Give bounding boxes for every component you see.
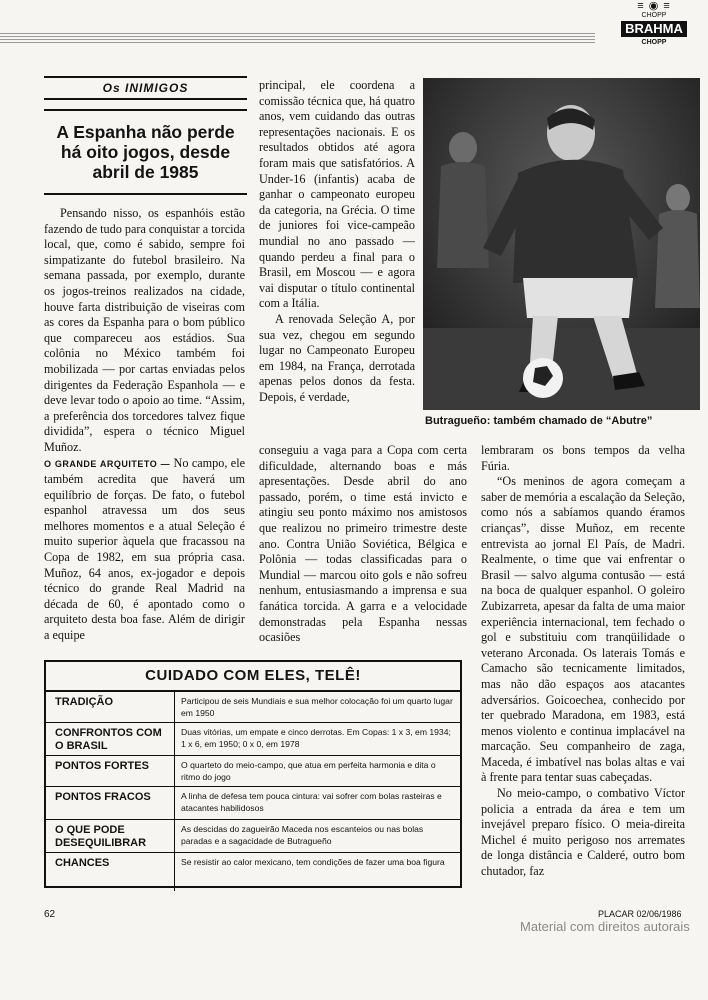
paragraph: A renovada Seleção A, por sua vez, chegou em segundo lugar no Campeonato Europeu em 1984, na França, derrotada apenas pelos donos da festa. Depois, é verdade, [259, 311, 415, 404]
row-label: CHANCES [55, 857, 110, 869]
paragraph: conseguiu a vaga para a Copa com certa dificuldade, alternando boas e más apresentações. Desde abril do ano passado, porém, o time está invicto e atingiu seu ponto máximo nos amistosos que realizou no primeiro trimestre deste ano. Contra União Soviética, Bélgica e Polônia — todas classificadas para o Mundial — marcou oito gols e não sofreu nenhum, entusiasmando a imprensa e sua fanática torcida. A garra e a velocidade demonstradas pela Espanha nessas ocasiões [259, 443, 467, 645]
table-row [46, 853, 460, 891]
brahma-logo [612, 0, 696, 48]
info-box [44, 660, 462, 888]
paragraph [44, 456, 245, 644]
logo-small-text: CHOPP [641, 12, 667, 19]
section-tag: Os INIMIGOS [44, 76, 247, 100]
page-number: 62 [44, 909, 56, 920]
paragraph: principal, ele coordena a comissão técnica que, há quatro anos, vem cuidando das outras representações nacionais. E os resultados obtidos até agora foram mais que satisfatórios. A Under-16 (infantis) acaba de ganhar o campeonato europeu da categoria, na Grécia. O time de juniores foi vice-campeão mundial no ano passado — quando perdeu a final para o Brasil, em Moscou — e agora vai disputar o título continental com a Itália. [259, 78, 415, 311]
column-2-upper [259, 78, 415, 405]
row-value: Duas vitórias, um empate e cinco derrotas. Em Copas: 1 x 3, em 1934; 1 x 6, em 1950; 0 x 0, em 1978 [174, 723, 460, 755]
info-box-title: CUIDADO COM ELES, TELÊ! [46, 662, 460, 692]
logo-mark-icon: ≡ ◉ ≡ [637, 0, 671, 12]
row-value: Participou de seis Mundiais e sua melhor colocação foi um quarto lugar em 1950 [174, 692, 460, 722]
column-2-lower [259, 443, 467, 646]
paragraph: lembraram os bons tempos da velha Fúria. [481, 443, 685, 473]
subhead-runin: O GRANDE ARQUITETO — [44, 458, 171, 469]
row-label: TRADIÇÃO [55, 696, 114, 708]
row-value: As descidas do zagueirão Maceda nos escanteios ou nas bolas paradas e a sagacidade de Butragueño [174, 820, 460, 852]
photo-caption: Butragueño: também chamado de “Abutre” [425, 415, 653, 427]
row-label: PONTOS FRACOS [55, 791, 151, 803]
row-value: A linha de defesa tem pouca cintura: vai sofrer com bolas rasteiras e atacantes habilidosos [174, 787, 460, 819]
logo-sub: CHOPP [641, 39, 667, 46]
logo-brand: BRAHMA [621, 21, 687, 37]
football-photo-image [423, 78, 700, 410]
row-value: Se resistir ao calor mexicano, tem condições de fazer uma boa figura [174, 853, 460, 891]
copyright-watermark: Material com direitos autorais [520, 919, 690, 934]
paragraph: “Os meninos de agora começam a saber de memória a escalação da Seleção, como nós a sabíamos quando éramos crianças”, disse Muñoz, em recente entrevista ao jornal El País, de Madri. Realmente, o time que vai enfrentar o Brasil — salvo alguma contusão — está na boca de qualquer espanhol. O goleiro Zubizarreta, apesar da falta de uma maior experiência internacional, tem fechado o gol e substituiu com tranqüilidade o veterano Arconada. Os laterais Tomás e Camacho são tecnicamente limitados, mas não dão espaços aos atacantes adversários. Goicoechea, conhecido por ter quebrado Maradona, em 1983, está menos violento e continua implacável na marcação. Seu companheiro de zaga, Maceda, é imbatível nas bolas altas e vai à frente para tentar suas cabeçadas. [481, 474, 685, 785]
row-label: CONFRONTOS COM O BRASIL [55, 727, 162, 752]
table-row [46, 820, 460, 853]
article-headline: A Espanha não perde há oito jogos, desde abril de 1985 [44, 109, 247, 195]
header-rule [0, 33, 595, 43]
paragraph-text: No campo, ele também acredita que haverá um equilíbrio de forças. De fato, o futebol espanhol atravessa um dos seus melhores momentos e a atual Seleção é muito superior àquela que fracassou na Copa de 1982, em sua própria casa. Muñoz, 64 anos, ex-jogador e depois técnico do grande Real Madrid na década de 60, é apontado como o arquiteto desta boa fase. Além de dirigir a equipe [44, 455, 245, 643]
column-3 [481, 443, 685, 880]
table-row [46, 756, 460, 787]
row-value: O quarteto do meio-campo, que atua em perfeita harmonia e dita o ritmo do jogo [174, 756, 460, 786]
butragueno-photo [423, 78, 700, 410]
paragraph: No meio-campo, o combativo Víctor policia a entrada da área e tem um invejável preparo físico. O meia-direita Michel é muito perigoso nos arremates de longa distância e Calderé, outro bom chutador, faz [481, 786, 685, 879]
column-1 [44, 206, 245, 644]
row-label: PONTOS FORTES [55, 760, 149, 772]
paragraph: Pensando nisso, os espanhóis estão fazendo de tudo para conquistar a torcida local, que, como é sabido, sempre foi simpatizante do futebol brasileiro. Na semana passada, por exemplo, durante os jogos-treinos realizados na cidade, houve farta distribuição de viseiras com as cores da Espanha para o bom público que compareceu aos estádios. Sua colônia no México também foi mobilizada — por cartas enviadas pelos dirigentes da Federação Espanhola — e deve levar todo o apoio ao time. “Assim, a preferência dos torcedores talvez fique dividida”, espera o técnico Miguel Muñoz. [44, 206, 246, 454]
table-row [46, 692, 460, 723]
issue-info: PLACAR 02/06/1986 [598, 909, 682, 919]
table-row [46, 787, 460, 820]
table-row [46, 723, 460, 756]
row-label: O QUE PODE DESEQUILIBRAR [55, 824, 147, 849]
